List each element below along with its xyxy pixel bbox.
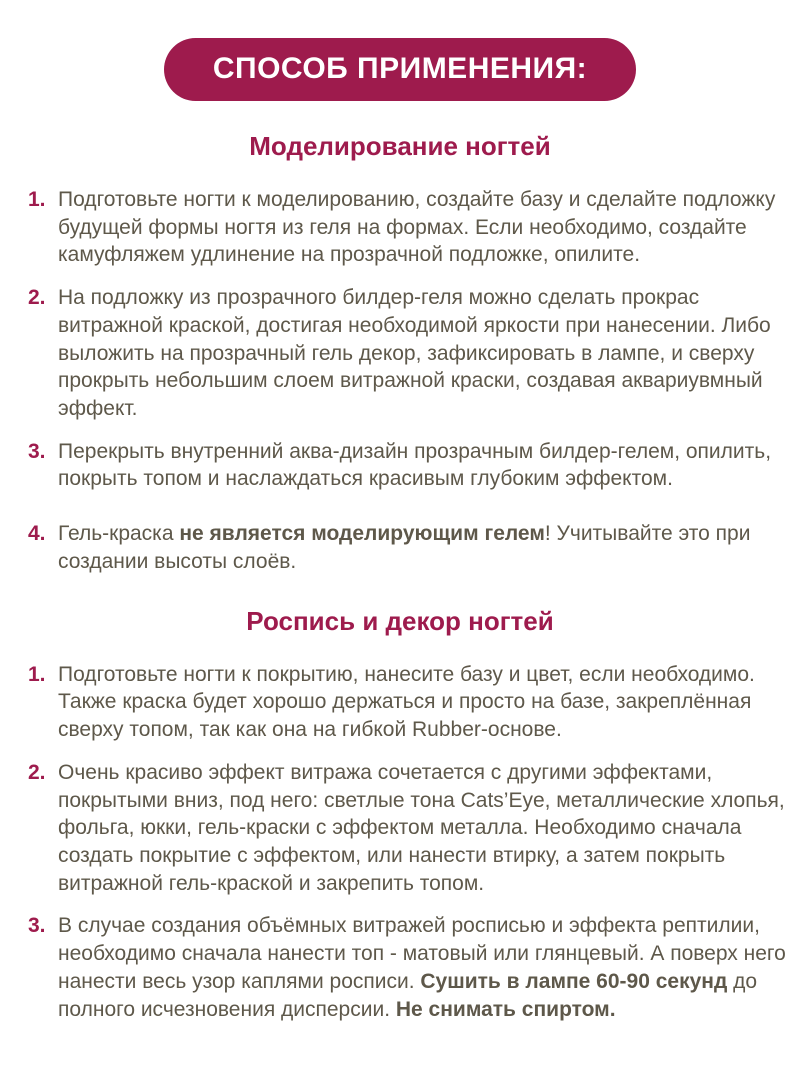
step-number: 4. xyxy=(28,522,46,546)
steps-list xyxy=(0,186,800,576)
step-item xyxy=(28,438,786,493)
method-banner: СПОСОБ ПРИМЕНЕНИЯ: xyxy=(164,38,636,101)
step-text: Очень красиво эффект витража сочетается с другими эффектами, покрытыми вниз, под него: светлые тона Cats’Eye, металлические хлопья, фольга, юкки, гель-краски с эффектом металла. Необходимо сначала создать покрытие с эффектом, или нанести втирку, а затем покрыть витражной гель-краской и закрепить топом. xyxy=(58,760,785,895)
section-title: Моделирование ногтей xyxy=(249,131,551,161)
step-number: 1. xyxy=(28,662,46,686)
step-item xyxy=(28,284,786,423)
step-text: Подготовьте ногти к моделированию, создайте базу и сделайте подложку будущей формы ногтя из геля на формах. Если необходимо, создайте камуфляжем удлинение на прозрачной подложке, опилите. xyxy=(58,188,776,267)
step-text: На подложку из прозрачного билдер-геля можно сделать прокрас витражной краской, достигая необходимой яркости при нанесении. Либо выложить на прозрачный гель декор, зафиксировать в лампе, и сверху прокрыть небольшим слоем витражной краски, создавая аквариувмный эффект. xyxy=(58,286,771,421)
step-item xyxy=(28,912,786,1023)
sections-container xyxy=(0,131,800,1023)
step-text: Подготовьте ногти к покрытию, нанесите базу и цвет, если необходимо. Также краска будет хорошо держаться и просто на базе, закреплённая сверху топом, так как она на гибкой Rubber-основе. xyxy=(58,662,755,742)
instruction-section xyxy=(0,131,800,576)
instruction-section xyxy=(0,606,800,1024)
step-number: 3. xyxy=(28,439,46,463)
step-item xyxy=(28,759,786,898)
step-number: 2. xyxy=(28,760,46,784)
step-number: 2. xyxy=(28,286,46,310)
steps-list xyxy=(0,661,800,1024)
step-item xyxy=(28,661,786,744)
section-title: Роспись и декор ногтей xyxy=(246,605,554,636)
step-text: Перекрыть внутренний аква-дизайн прозрачным билдер-гелем, опилить, покрыть топом и наслаждаться красивым глубоким эффектом. xyxy=(58,439,772,491)
step-number: 3. xyxy=(28,914,46,938)
step-number: 1. xyxy=(28,188,46,211)
step-text: Гель-краска не является моделирующим гелем! Учитывайте это при создании высоты слоёв. xyxy=(58,522,751,573)
step-text: В случае создания объёмных витражей росписью и эффекта рептилии, необходимо сначала нанести топ - матовый или глянцевый. А поверх него нанести весь узор каплями росписи. Сушить в лампе 60-90 секунд до полного исчезновения дисперсии. Не снимать спиртом. xyxy=(58,914,786,1021)
step-item xyxy=(28,186,786,269)
step-item xyxy=(28,520,786,575)
